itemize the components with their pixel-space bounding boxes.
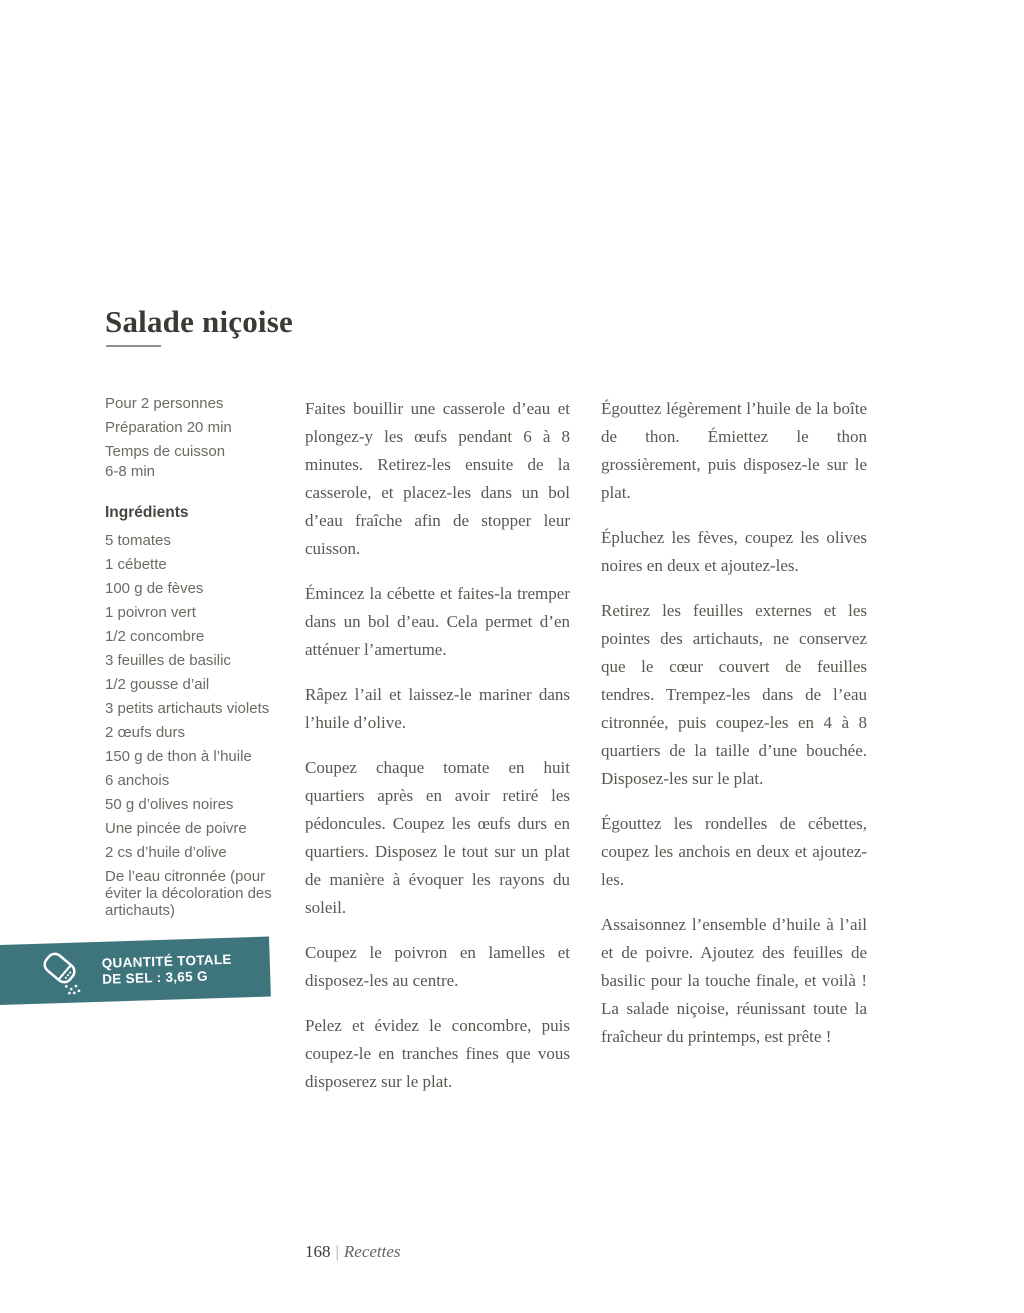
footer-separator: | [335,1242,339,1261]
ingredient-item: 1 poivron vert [105,604,196,621]
recipe-sidebar [105,394,283,926]
cook-time-label: Temps de cuisson [105,443,226,460]
instruction-paragraph: Retirez les feuilles externes et les pointes des artichauts, ne conservez que le cœur couvert de feuilles tendres. Trempez-les dans de l’eau citronnée, puis coupez-les en 4 à 8 quartiers de la taille d’une bouchée. Disposez-les sur le plat. [601,601,867,788]
instructions-column-1 [305,395,570,1113]
ingredients-list [105,532,283,919]
ingredient-item: 1 cébette [105,556,167,573]
instruction-paragraph: Râpez l’ail et laissez-le mariner dans l’huile d’olive. [305,685,570,732]
instruction-paragraph: Assaisonnez l’ensemble d’huile à l’ail et de poivre. Ajoutez des feuilles de basilic pour la touche finale, et voilà ! La salade niçoise, réunissant toute la fraîcheur du printemps, est prête ! [601,915,867,1046]
instruction-paragraph: Émincez la cébette et faites-la tremper dans un bol d’eau. Cela permet d’en atténuer l’amertume. [305,584,570,659]
ingredients-heading: Ingrédients [105,504,189,521]
cook-time-value: 6-8 min [105,463,156,480]
ingredient-item: 6 anchois [105,772,170,789]
instruction-paragraph: Faites bouillir une casserole d’eau et plongez-y les œufs pendant 6 à 8 minutes. Retirez-les ensuite de la casserole, et placez-les dans un bol d’eau fraîche afin de stopper leur cuisson. [305,399,570,558]
servings-info: Pour 2 personnes [105,395,224,412]
ingredient-item: 3 feuilles de basilic [105,652,231,669]
instructions-column-2 [601,395,867,1068]
page-number: 168 [305,1242,331,1261]
ingredient-item: 1/2 concombre [105,628,205,645]
salt-quantity-line2: DE SEL : 3,65 G [102,968,208,987]
ingredient-item: 2 œufs durs [105,724,186,741]
salt-quantity-text [102,952,233,988]
ingredient-item: De l’eau citronnée (pour éviter la décoloration des artichauts) [105,868,272,919]
instruction-paragraph: Égouttez légèrement l’huile de la boîte de thon. Émiettez le thon grossièrement, puis disposez-le sur le plat. [601,399,867,502]
ingredient-item: 150 g de thon à l’huile [105,748,252,765]
ingredient-item: 5 tomates [105,532,171,549]
instruction-paragraph: Coupez le poivron en lamelles et disposez-les au centre. [305,943,570,990]
salt-shaker-icon [37,947,89,999]
page-title: Salade niçoise [105,303,293,339]
ingredient-item: 3 petits artichauts violets [105,700,270,717]
salt-quantity-badge [0,937,271,1006]
ingredient-item: 100 g de fèves [105,580,204,597]
instruction-paragraph: Égouttez les rondelles de cébettes, coupez les anchois en deux et ajoutez-les. [601,814,867,889]
ingredient-item: 2 cs d’huile d’olive [105,844,227,861]
prep-time-info: Préparation 20 min [105,419,232,436]
instruction-paragraph: Pelez et évidez le concombre, puis coupez-le en tranches fines que vous disposerez sur le plat. [305,1016,570,1091]
ingredient-item: 50 g d’olives noires [105,796,234,813]
page-footer [305,1242,401,1262]
ingredient-item: Une pincée de poivre [105,820,247,837]
title-divider [106,345,161,347]
salt-quantity-line1: QUANTITÉ TOTALE [101,951,232,971]
ingredient-item: 1/2 gousse d’ail [105,676,210,693]
instruction-paragraph: Coupez chaque tomate en huit quartiers après en avoir retiré les pédoncules. Coupez les œufs durs en quartiers. Disposez le tout sur un plat de manière à évoquer les rayons du soleil. [305,758,570,917]
instruction-paragraph: Épluchez les fèves, coupez les olives noires en deux et ajoutez-les. [601,528,867,575]
footer-section-label: Recettes [343,1242,401,1261]
